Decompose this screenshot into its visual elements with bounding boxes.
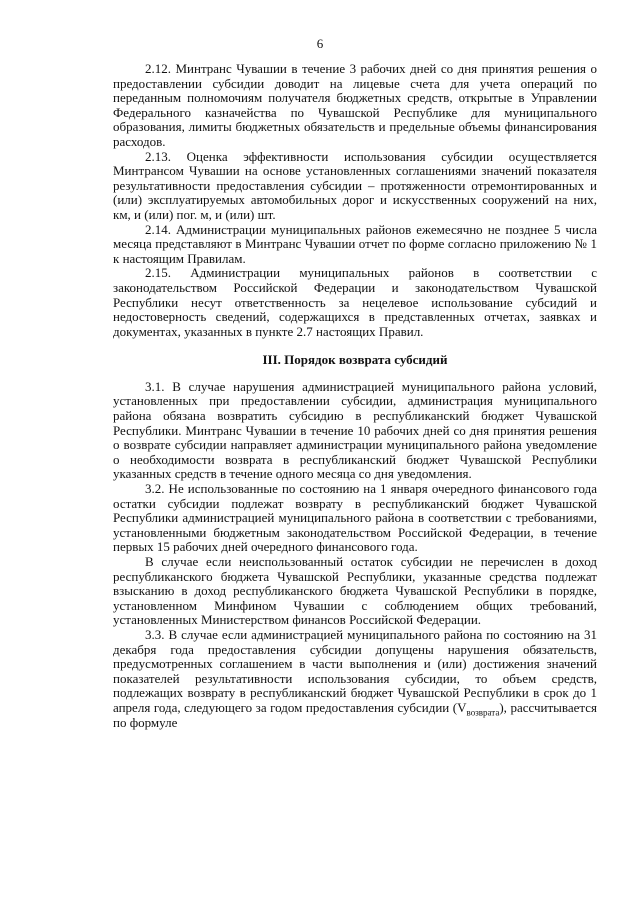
paragraph-3-2: 3.2. Не использованные по состоянию на 1 января очередного финансового года остатки субсидии подлежат возврату в республиканский бюджет Чувашской Республики администрацией муниципального района в соответствии с требованиями, установленными бюджетным законодательством Российской Федерации, в течение первых 15 рабочих дней очередного финансового года. — [113, 481, 597, 555]
document-body — [113, 62, 597, 730]
paragraph-2-14: 2.14. Администрации муниципальных районов ежемесячно не позднее 5 числа месяца представляют в Минтранс Чувашии отчет по форме согласно приложению № 1 к настоящим Правилам. — [113, 221, 597, 266]
page-number: 6 — [316, 36, 324, 51]
paragraph-3-3 — [113, 628, 597, 730]
section-heading: III. Порядок возврата субсидий — [262, 352, 448, 368]
formula-subscript: возврата — [466, 707, 500, 718]
paragraph-3-3-text: 3.3. В случае если администрацией муниципального района по состоянию на 31 декабря года предоставления субсидии допущены нарушения обязательств, предусмотренных соглашением в части выполнения и (или) достижения значений показателей результативности использования субсидии, то объем средств, подлежащих возврату в республиканский бюджет Чувашской Республики в срок до 1 апреля года, следующего за годом предоставления субсидии ( — [113, 626, 597, 715]
paragraph-3-1: 3.1. В случае нарушения администрацией муниципального района условий, установленных при предоставлении субсидии, администрация муниципального района обязана возвратить субсидию в республиканский бюджет Чувашской Республики. Минтранс Чувашии в течение 10 рабочих дней со дня принятия решения о возврате субсидии направляет администрации муниципального района уведомление о необходимости возврата в республиканский бюджет Чувашской Республики указанных средств в течение одного месяца со дня уведомления. — [113, 378, 597, 482]
formula-symbol: V — [457, 699, 467, 715]
paragraph-2-13: 2.13. Оценка эффективности использования субсидии осуществляется Минтрансом Чувашии на основе установленных соглашениями значений показателя результативности предоставления субсидии – протяженности отремонтированных и (или) эксплуатируемых автомобильных дорог и искусственных сооружений на них, км, и (или) пог. м, и (или) шт. — [113, 148, 597, 222]
paragraph-2-12: 2.12. Минтранс Чувашии в течение 3 рабочих дней со дня принятия решения о предоставлении субсидии доводит на лицевые счета для учета операций по переданным полномочиям получателя бюджетных средств, открытые в Управлении Федерального казначейства по Чувашской Республике для муниципального образования, лимиты бюджетных обязательств и предельные объемы финансирования расходов. — [113, 61, 597, 149]
paragraph-2-15: 2.15. Администрации муниципальных районов в соответствии с законодательством Российской Федерации и законодательством Чувашской Республики несут ответственность за нецелевое использование субсидий и недостоверность сведений, содержащихся в представленных отчетах, заявках и документах, указанных в пункте 2.7 настоящих Правил. — [113, 265, 597, 339]
paragraph-3-3-tail: ), рассчитывается по формуле — [113, 699, 597, 730]
paragraph-3-2-continued: В случае если неиспользованный остаток субсидии не перечислен в доход республиканского бюджета Чувашской Республики, указанные средства подлежат взысканию в доход республиканского бюджета Чувашской Республики в порядке, установленном Минфином Чувашии с соблюдением общих требований, установленных Министерством финансов Российской Федерации. — [113, 554, 597, 628]
